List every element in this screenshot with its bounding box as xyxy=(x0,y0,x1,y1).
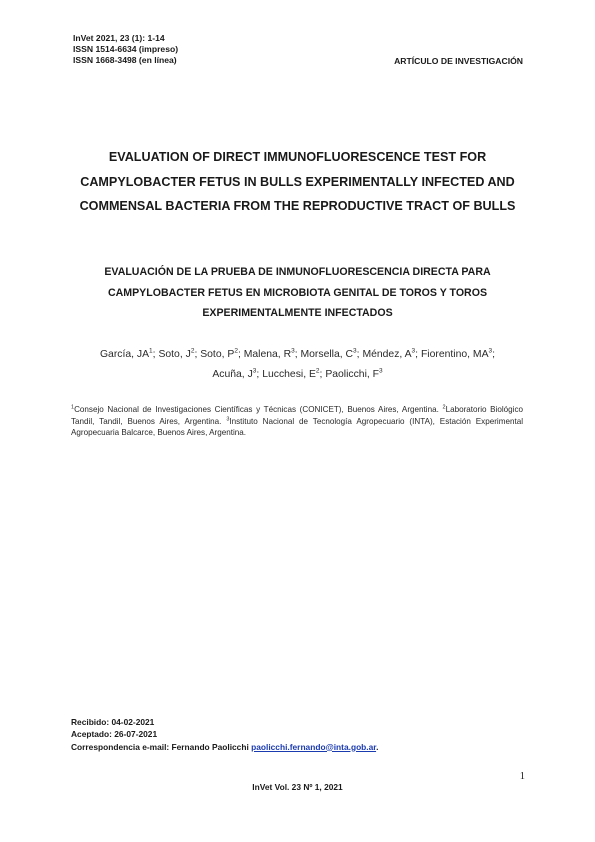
affiliation: Consejo Nacional de Investigaciones Científicas y Técnicas (CONICET), Buenos Aires, Argentina. xyxy=(74,405,439,414)
author: Acuña, $J^3$ xyxy=(212,367,257,380)
author-list: García, $JA^1$; Soto, $J^2$; Soto, $P^2$; Malena, $R^3$; Morsella, $C^3$; Méndez, $A^3$; Fiorentino, $MA^3$; Acuña, $J^3$; Lucchesi, $E^2$; Paolicchi, $F^3$ xyxy=(99,347,496,380)
accepted-date: Aceptado: 26-07-2021 xyxy=(71,729,158,740)
author: Malena, $R^3$ xyxy=(243,347,295,360)
affiliations: $^1$Consejo Nacional de Investigaciones Científicas y Técnicas (CONICET), Buenos Aires, Argentina. $^2$Laboratorio Biológico Tandil, Tandil, Buenos Aires, Argentina. $^3$Instituto Nacional de Tecnología Agropecuario (INTA), Estación Experimental Agropecuaria Balcarce, Buenos Aires, Argentina. xyxy=(71,404,524,437)
author: Paolicchi, $F^3$ xyxy=(325,367,383,380)
issn-online: ISSN 1668-3498 (en línea) xyxy=(73,55,177,65)
author: Fiorentino, $MA^3$ xyxy=(420,347,493,360)
author: Morsella, $C^3$ xyxy=(300,347,357,360)
correspondence-email-link[interactable]: paolicchi.fernando@inta.gob.ar xyxy=(251,741,377,752)
article-dates xyxy=(71,716,378,753)
issn-print: ISSN 1514-6634 (impreso) xyxy=(73,44,179,54)
page-footer: InVet Vol. 23 Nº 1, 2021 xyxy=(252,782,343,792)
journal-citation: InVet 2021, 23 (1): 1-14 xyxy=(73,33,165,43)
title-english: EVALUATION OF DIRECT IMMUNOFLUORESCENCE TEST FOR CAMPYLOBACTER FETUS IN BULLS EXPERIMENTALLY INFECTED AND COMMENSAL BACTERIA FROM THE REPRODUCTIVE TRACT OF BULLS xyxy=(79,150,516,213)
affiliation: Instituto Nacional de Tecnología Agropecuario (INTA), Estación Experimental Agropecuaria Balcarce, Buenos Aires, Argentina. xyxy=(71,416,523,437)
page-number: 1 xyxy=(519,771,525,782)
correspondence: Correspondencia e-mail: Fernando Paolicchi paolicchi.fernando@inta.gob.ar. xyxy=(71,741,379,752)
author: Lucchesi, $E^2$ xyxy=(262,367,320,380)
journal-header xyxy=(73,33,178,66)
received-date: Recibido: 04-02-2021 xyxy=(71,717,155,727)
title-spanish: EVALUACIÓN DE LA PRUEBA DE INMUNOFLUORESCENCIA DIRECTA PARA CAMPYLOBACTER FETUS EN MICROBIOTA GENITAL DE TOROS Y TOROS EXPERIMENTALMENTE INFECTADOS xyxy=(104,266,491,319)
article-type: ARTÍCULO DE INVESTIGACIÓN xyxy=(394,56,523,66)
author: García, $JA^1$ xyxy=(99,347,153,360)
author: Soto, $P^2$ xyxy=(200,347,238,360)
author: Soto, $J^2$ xyxy=(158,347,195,360)
affiliation: Laboratorio Biológico Tandil, Tandil, Buenos Aires, Argentina. xyxy=(71,405,524,426)
author: Méndez, $A^3$ xyxy=(362,347,416,360)
